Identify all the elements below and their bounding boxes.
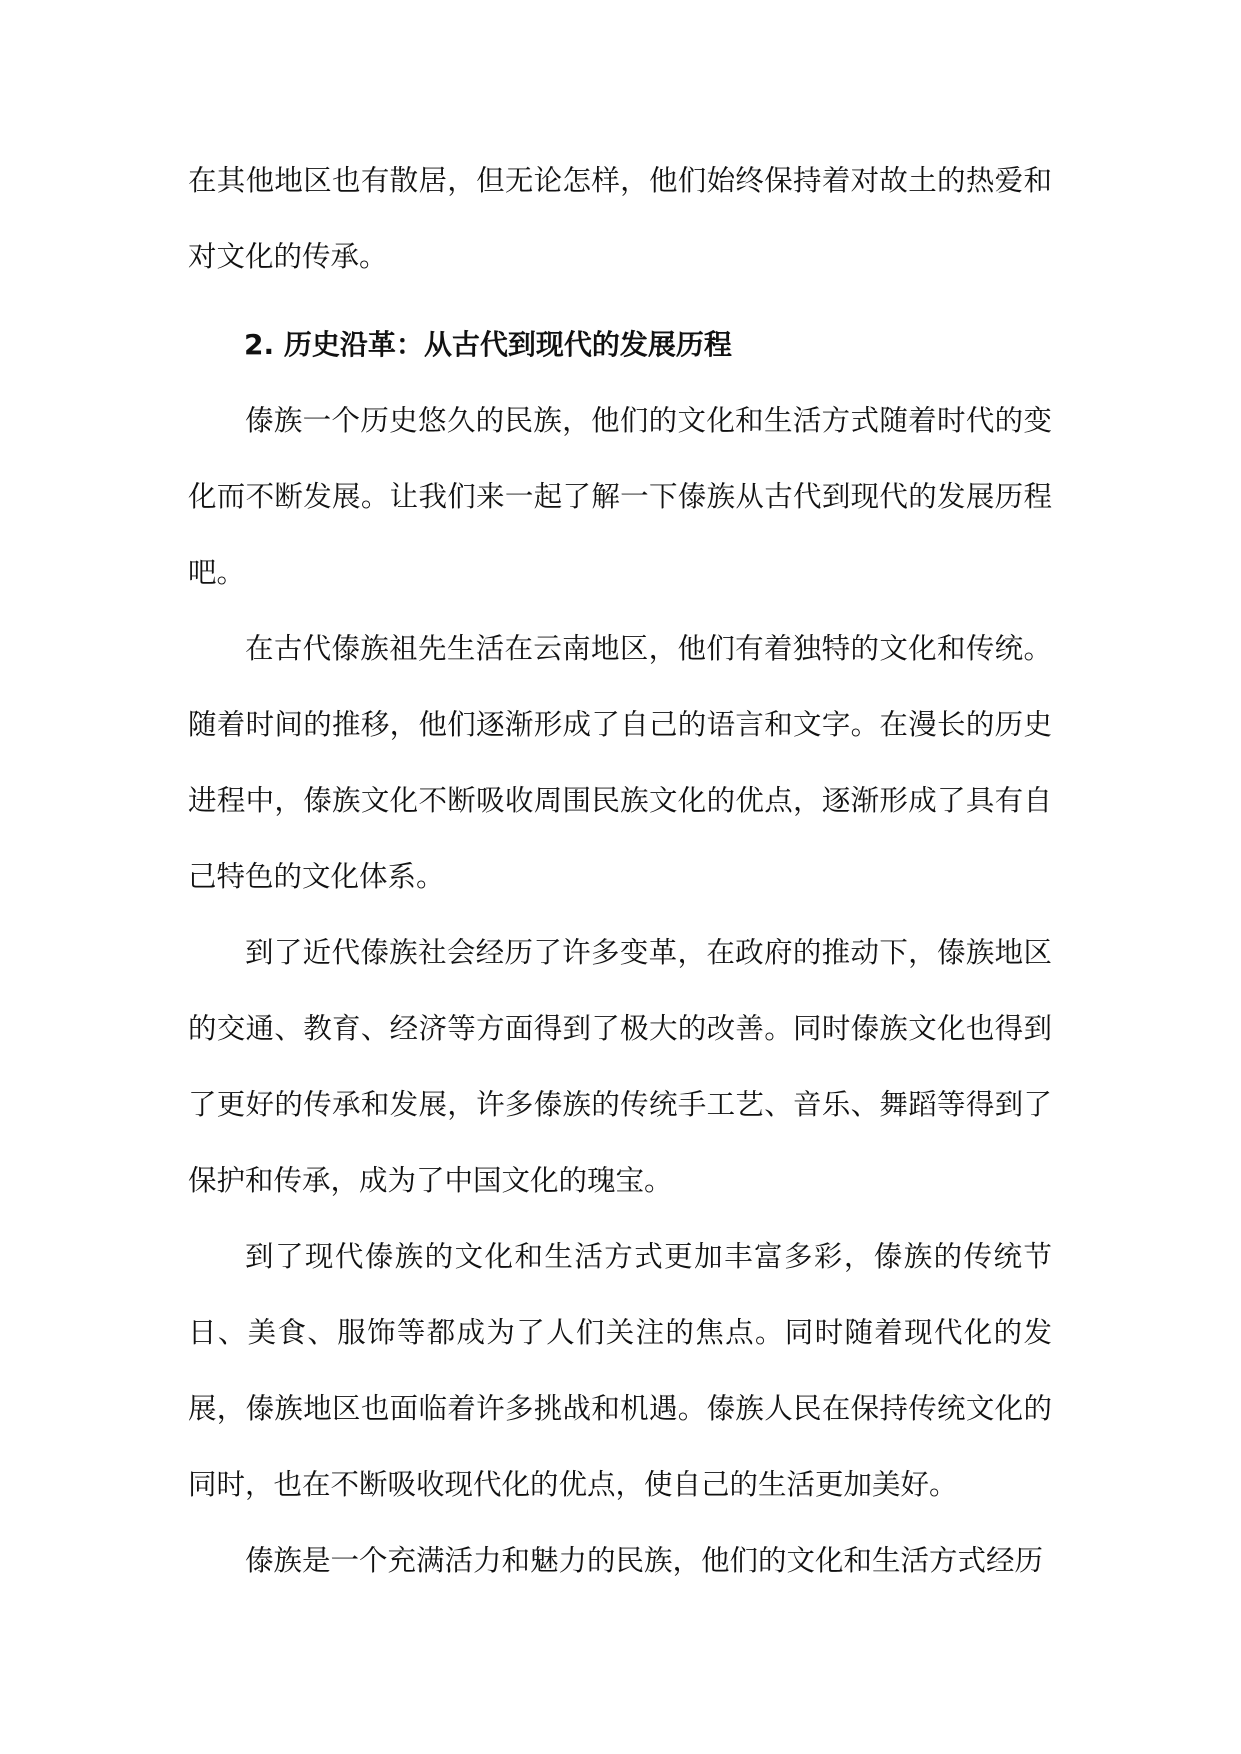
- paragraph-ancient: 在古代傣族祖先生活在云南地区，他们有着独特的文化和传统。随着时间的推移，他们逐渐形成了自己的语言和文字。在漫长的历史进程中，傣族文化不断吸收周围民族文化的优点，逐渐形成了具有自己特色的文化体系。: [188, 632, 1052, 893]
- paragraph-contemporary: 到了现代傣族的文化和生活方式更加丰富多彩，傣族的传统节日、美食、服饰等都成为了人们关注的焦点。同时随着现代化的发展，傣族地区也面临着许多挑战和机遇。傣族人民在保持传统文化的同时，也在不断吸收现代化的优点，使自己的生活更加美好。: [188, 1240, 1052, 1501]
- paragraph-continuation: 在其他地区也有散居，但无论怎样，他们始终保持着对故土的热爱和对文化的传承。: [188, 164, 1052, 273]
- paragraph-modern-era: 到了近代傣族社会经历了许多变革，在政府的推动下，傣族地区的交通、教育、经济等方面得到了极大的改善。同时傣族文化也得到了更好的传承和发展，许多傣族的传统手工艺、音乐、舞蹈等得到了保护和传承，成为了中国文化的瑰宝。: [188, 936, 1052, 1197]
- paragraph-closing: 傣族是一个充满活力和魅力的民族，他们的文化和生活方式经历: [245, 1544, 1044, 1577]
- section-heading: 2. 历史沿革：从古代到现代的发展历程: [244, 328, 732, 361]
- document-body: [188, 143, 1052, 1599]
- paragraph-intro: 傣族一个历史悠久的民族，他们的文化和生活方式随着时代的变化而不断发展。让我们来一起了解一下傣族从古代到现代的发展历程吧。: [188, 404, 1052, 589]
